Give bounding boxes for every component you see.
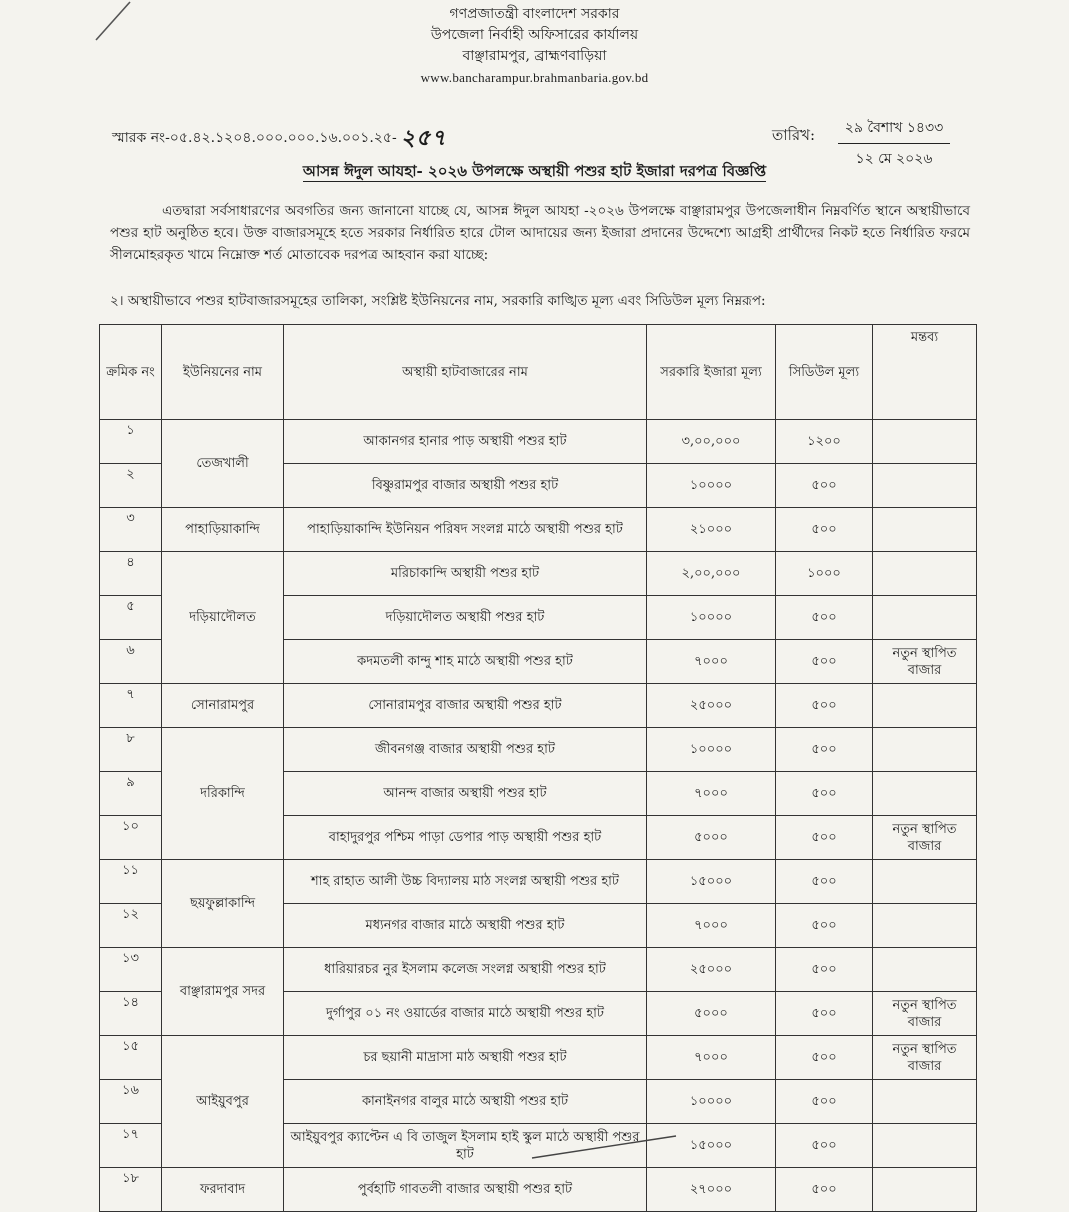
market-cell: কদমতলী কান্দু শাহ মাঠে অস্থায়ী পশুর হাট	[284, 640, 647, 684]
office-header	[0, 4, 1069, 88]
section-2-text: ২। অস্থায়ীভাবে পশুর হাটবাজারসমূহের তালিকা, সংশ্লিষ্ট ইউনিয়নের নাম, সরকারি কাঙ্খিত মূল্য এবং সিডিউল মূল্য নিম্নরূপ:	[110, 293, 766, 309]
lease-cell: ২৫০০০	[647, 684, 776, 728]
serial-cell: ২	[100, 464, 162, 508]
lease-cell: ৭০০০	[647, 904, 776, 948]
lease-cell: ২৫০০০	[647, 948, 776, 992]
remarks-cell	[873, 1080, 977, 1124]
serial-cell: ৮	[100, 728, 162, 772]
header-schedule: সিডিউল মূল্য	[776, 325, 873, 420]
schedule-cell: ৫০০	[776, 1168, 873, 1212]
lease-cell: ২১০০০	[647, 508, 776, 552]
market-cell: বাহাদুরপুর পশ্চিম পাড়া ডেপার পাড় অস্থায়ী পশুর হাট	[284, 816, 647, 860]
lease-cell: ৭০০০	[647, 772, 776, 816]
serial-cell: ৫	[100, 596, 162, 640]
remarks-cell	[873, 508, 977, 552]
header-serial: ক্রমিক নং	[100, 325, 162, 420]
office-location: বাঞ্ছারামপুর, ব্রাহ্মণবাড়িয়া	[462, 48, 607, 64]
schedule-cell: ৫০০	[776, 1036, 873, 1080]
market-cell: আনন্দ বাজার অস্থায়ী পশুর হাট	[284, 772, 647, 816]
schedule-cell: ৫০০	[776, 816, 873, 860]
table-row	[100, 552, 977, 596]
serial-cell: ৩	[100, 508, 162, 552]
schedule-cell: ৫০০	[776, 684, 873, 728]
table-row	[100, 508, 977, 552]
date-bangla: ২৯ বৈশাখ ১৪৩৩	[838, 114, 950, 144]
market-cell: পুর্বহাটি গাবতলী বাজার অস্থায়ী পশুর হাট	[284, 1168, 647, 1212]
union-cell: দড়িয়াদৌলত	[162, 552, 284, 684]
schedule-cell: ৫০০	[776, 992, 873, 1036]
header-lease: সরকারি ইজারা মূল্য	[647, 325, 776, 420]
market-cell: আইয়ুবপুর ক্যাপ্টেন এ বি তাজুল ইসলাম হাই স্কুল মাঠে অস্থায়ী পশুর হাট	[284, 1124, 647, 1168]
remarks-cell	[873, 772, 977, 816]
lease-cell: ১৫০০০	[647, 860, 776, 904]
remarks-cell: নতুন স্থাপিত বাজার	[873, 640, 977, 684]
market-cell: মধ্যনগর বাজার মাঠে অস্থায়ী পশুর হাট	[284, 904, 647, 948]
market-cell: শাহ রাহাত আলী উচ্চ বিদ্যালয় মাঠ সংলগ্ন অস্থায়ী পশুর হাট	[284, 860, 647, 904]
table-row	[100, 860, 977, 904]
remarks-cell: নতুন স্থাপিত বাজার	[873, 1036, 977, 1080]
market-cell: সোনারামপুর বাজার অস্থায়ী পশুর হাট	[284, 684, 647, 728]
remarks-cell	[873, 684, 977, 728]
header-market: অস্থায়ী হাটবাজারের নাম	[284, 325, 647, 420]
lease-cell: ২,০০,০০০	[647, 552, 776, 596]
lease-cell: ১০০০০	[647, 596, 776, 640]
schedule-cell: ১২০০	[776, 420, 873, 464]
lease-cell: ৭০০০	[647, 1036, 776, 1080]
notice-title-text: আসন্ন ঈদুল আযহা- ২০২৬ উপলক্ষে অস্থায়ী পশুর হাট ইজারা দরপত্র বিজ্ঞপ্তি	[302, 162, 767, 180]
website-link[interactable]: www.bancharampur.brahmanbaria.gov.bd	[420, 70, 649, 85]
schedule-cell: ৫০০	[776, 640, 873, 684]
schedule-cell: ৫০০	[776, 596, 873, 640]
market-cell: ধারিয়ারচর নুর ইসলাম কলেজ সংলগ্ন অস্থায়ী পশুর হাট	[284, 948, 647, 992]
lease-cell: ১০০০০	[647, 464, 776, 508]
schedule-cell: ৫০০	[776, 860, 873, 904]
lease-cell: ২৭০০০	[647, 1168, 776, 1212]
schedule-cell: ৫০০	[776, 1080, 873, 1124]
remarks-cell	[873, 860, 977, 904]
serial-cell: ১৫	[100, 1036, 162, 1080]
table-row	[100, 728, 977, 772]
remarks-cell	[873, 552, 977, 596]
market-cell: কানাইনগর বালুর মাঠে অস্থায়ী পশুর হাট	[284, 1080, 647, 1124]
lease-cell: ৩,০০,০০০	[647, 420, 776, 464]
serial-cell: ১১	[100, 860, 162, 904]
memo-number	[112, 121, 447, 158]
remarks-cell	[873, 1168, 977, 1212]
lease-cell: ১০০০০	[647, 728, 776, 772]
remarks-cell	[873, 904, 977, 948]
schedule-cell: ৫০০	[776, 728, 873, 772]
header-union: ইউনিয়নের নাম	[162, 325, 284, 420]
market-cell: বিষ্ণুরামপুর বাজার অস্থায়ী পশুর হাট	[284, 464, 647, 508]
remarks-cell	[873, 1124, 977, 1168]
pen-stroke	[530, 1130, 680, 1160]
union-cell: সোনারামপুর	[162, 684, 284, 728]
market-cell: জীবনগঞ্জ বাজার অস্থায়ী পশুর হাট	[284, 728, 647, 772]
serial-cell: ৬	[100, 640, 162, 684]
union-cell: বাঞ্ছারামপুর সদর	[162, 948, 284, 1036]
union-cell: দরিকান্দি	[162, 728, 284, 860]
union-cell: আইয়ুবপুর	[162, 1036, 284, 1168]
handwritten-number: ২৫৭	[400, 125, 447, 151]
header-remarks: মন্তব্য	[873, 325, 977, 420]
table-header-row	[100, 325, 977, 420]
remarks-cell	[873, 728, 977, 772]
schedule-cell: ৫০০	[776, 508, 873, 552]
market-cell: দড়িয়াদৌলত অস্থায়ী পশুর হাট	[284, 596, 647, 640]
union-cell: তেজখালী	[162, 420, 284, 508]
lease-cell: ৭০০০	[647, 640, 776, 684]
schedule-cell: ৫০০	[776, 772, 873, 816]
serial-cell: ১০	[100, 816, 162, 860]
market-cell: পাহাড়িয়াকান্দি ইউনিয়ন পরিষদ সংলগ্ন মাঠে অস্থায়ী পশুর হাট	[284, 508, 647, 552]
union-cell: পাহাড়িয়াকান্দি	[162, 508, 284, 552]
market-cell: আকানগর হানার পাড় অস্থায়ী পশুর হাট	[284, 420, 647, 464]
table-row	[100, 684, 977, 728]
serial-cell: ১	[100, 420, 162, 464]
table-row	[100, 1036, 977, 1080]
remarks-cell	[873, 420, 977, 464]
serial-cell: ১৪	[100, 992, 162, 1036]
schedule-cell: ৫০০	[776, 948, 873, 992]
serial-cell: ১৭	[100, 1124, 162, 1168]
serial-cell: ১২	[100, 904, 162, 948]
serial-cell: ১৬	[100, 1080, 162, 1124]
market-table	[99, 324, 977, 1212]
govt-name: গণপ্রজাতন্ত্রী বাংলাদেশ সরকার	[449, 6, 620, 22]
remarks-cell: নতুন স্থাপিত বাজার	[873, 992, 977, 1036]
table-row	[100, 420, 977, 464]
remarks-cell	[873, 948, 977, 992]
lease-cell: ১০০০০	[647, 1080, 776, 1124]
table-row	[100, 948, 977, 992]
market-cell: দুর্গাপুর ০১ নং ওয়ার্ডের বাজার মাঠে অস্থায়ী পশুর হাট	[284, 992, 647, 1036]
schedule-cell: ৫০০	[776, 464, 873, 508]
schedule-cell: ১০০০	[776, 552, 873, 596]
serial-cell: ৪	[100, 552, 162, 596]
market-cell: মরিচাকান্দি অস্থায়ী পশুর হাট	[284, 552, 647, 596]
memo-number-text: স্মারক নং-০৫.৪২.১২০৪.০০০.০০০.১৬.০০১.২৫-	[112, 130, 397, 146]
date-english: ১২ মে ২০২৬	[855, 151, 933, 167]
serial-cell: ১৮	[100, 1168, 162, 1212]
serial-cell: ৭	[100, 684, 162, 728]
union-cell: ছয়ফুল্লাকান্দি	[162, 860, 284, 948]
remarks-cell	[873, 596, 977, 640]
notice-title	[0, 160, 1069, 185]
schedule-cell: ৫০০	[776, 904, 873, 948]
table-row	[100, 1168, 977, 1212]
schedule-cell: ৫০০	[776, 1124, 873, 1168]
remarks-cell	[873, 464, 977, 508]
lease-cell: ৫০০০	[647, 816, 776, 860]
serial-cell: ৯	[100, 772, 162, 816]
market-cell: চর ছয়ানী মাদ্রাসা মাঠ অস্থায়ী পশুর হাট	[284, 1036, 647, 1080]
remarks-cell: নতুন স্থাপিত বাজার	[873, 816, 977, 860]
date-label: তারিখ:	[772, 126, 816, 144]
union-cell: ফরদাবাদ	[162, 1168, 284, 1212]
lease-cell: ৫০০০	[647, 992, 776, 1036]
lease-cell: ১৫০০০	[647, 1124, 776, 1168]
serial-cell: ১৩	[100, 948, 162, 992]
office-name: উপজেলা নির্বাহী অফিসারের কার্যালয়	[430, 27, 639, 43]
intro-paragraph: এতদ্বারা সর্বসাধারণের অবগতির জন্য জানানো যাচ্ছে যে, আসন্ন ঈদুল আযহা -২০২৬ উপলক্ষে বাঞ্ছারামপুর উপজেলাধীন নিম্নবর্ণিত স্থানে অস্থায়ীভাবে পশুর হাট অনুষ্ঠিত হবে। উক্ত বাজারসমূহে হতে সরকার নির্ধারিত হারে টোল আদায়ের জন্য ইজারা প্রদানের উদ্দেশ্যে আগ্রহী প্রার্থীদের নিকট হতে নির্ধারিত ফরমে সীলমোহরকৃত খামে নিম্নোক্ত শর্ত মোতাবেক দরপত্র আহবান করা যাচ্ছে:	[110, 203, 970, 263]
